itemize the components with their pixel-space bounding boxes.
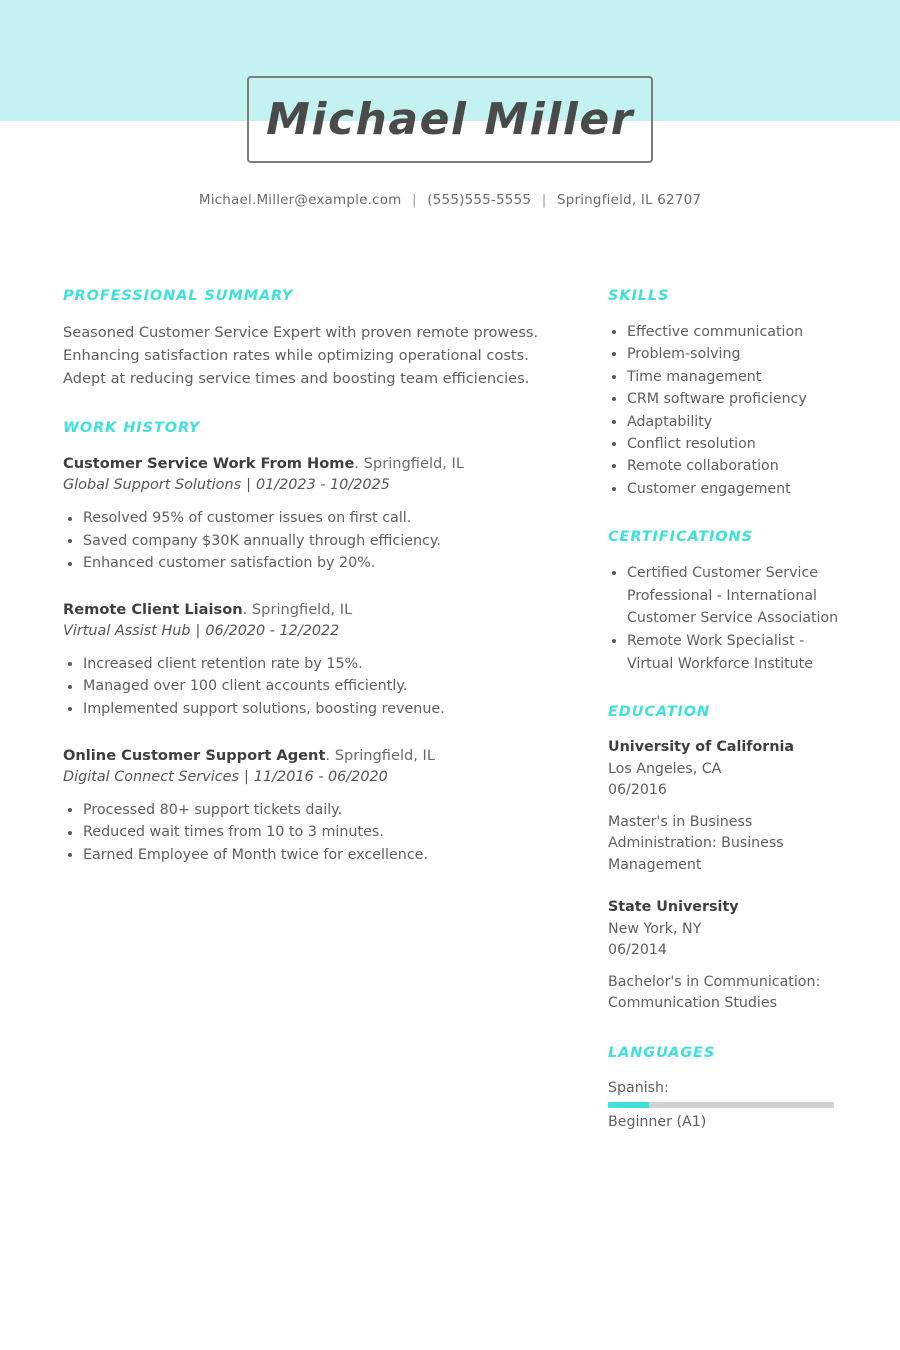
job-meta-line bbox=[63, 475, 563, 496]
name-box bbox=[247, 76, 653, 163]
job-dates: 11/2016 - 06/2020 bbox=[253, 768, 388, 785]
job-bullet-list bbox=[63, 653, 563, 721]
job-bullet: Managed over 100 client accounts efficiently. bbox=[63, 675, 563, 698]
contact-separator-2: | bbox=[541, 192, 547, 208]
skill-item: Adaptability bbox=[608, 411, 840, 433]
job-meta-separator: | bbox=[195, 622, 201, 639]
skill-item: Customer engagement bbox=[608, 478, 840, 500]
skill-item: Time management bbox=[608, 366, 840, 388]
education-city: Los Angeles, CA bbox=[608, 760, 722, 777]
section-heading-work-history: WORK HISTORY bbox=[63, 420, 201, 436]
job-title-line bbox=[63, 745, 563, 766]
certification-item: Remote Work Specialist - Virtual Workforce Institute bbox=[608, 630, 840, 675]
job-title-line bbox=[63, 599, 563, 620]
section-heading-professional-summary: PROFESSIONAL SUMMARY bbox=[63, 288, 294, 304]
education-entry bbox=[608, 897, 840, 1015]
work-history-entry bbox=[63, 599, 563, 721]
section-languages bbox=[608, 1045, 840, 1133]
job-dates: 06/2020 - 12/2022 bbox=[205, 622, 340, 639]
job-meta-line bbox=[63, 767, 563, 788]
job-title-line bbox=[63, 453, 563, 474]
job-location: . Springfield, IL bbox=[325, 746, 435, 764]
contact-location: Springfield, IL 62707 bbox=[556, 192, 702, 208]
right-column bbox=[608, 288, 840, 1133]
job-title: Remote Client Liaison bbox=[63, 600, 243, 618]
section-work-history bbox=[63, 420, 563, 866]
job-location: . Springfield, IL bbox=[354, 455, 464, 472]
section-heading-skills: SKILLS bbox=[608, 288, 670, 304]
job-bullet-list bbox=[63, 799, 563, 867]
page-title: Michael Miller bbox=[266, 94, 634, 145]
job-meta-separator: | bbox=[246, 477, 251, 493]
job-bullet: Reduced wait times from 10 to 3 minutes. bbox=[63, 821, 563, 844]
work-history-entry bbox=[63, 745, 563, 867]
education-school: University of California bbox=[608, 739, 795, 756]
language-name: Spanish: bbox=[608, 1079, 669, 1096]
job-title: Online Customer Support Agent bbox=[63, 746, 326, 764]
education-date: 06/2014 bbox=[608, 942, 667, 959]
skill-item: Problem-solving bbox=[608, 343, 840, 365]
skill-item: Conflict resolution bbox=[608, 433, 840, 455]
job-bullet: Processed 80+ support tickets daily. bbox=[63, 799, 563, 822]
section-professional-summary bbox=[63, 288, 563, 390]
job-bullet: Resolved 95% of customer issues on first call. bbox=[63, 507, 563, 530]
contact-separator-1: | bbox=[412, 192, 417, 208]
job-bullet-list bbox=[63, 507, 563, 575]
job-bullet: Saved company $30K annually through efficiency. bbox=[63, 530, 563, 553]
job-bullet: Increased client retention rate by 15%. bbox=[63, 653, 563, 676]
contact-line bbox=[0, 192, 900, 208]
language-proficiency-bar bbox=[608, 1102, 834, 1108]
education-city: New York, NY bbox=[608, 920, 702, 937]
professional-summary-text: Seasoned Customer Service Expert with proven remote prowess. Enhancing satisfaction rates while optimizing operational costs. Adept at reducing service times and boosting team efficiencies. bbox=[63, 324, 539, 387]
work-history-entry bbox=[63, 453, 563, 575]
education-degree: Master's in Business Administration: Business Management bbox=[608, 813, 784, 873]
section-heading-languages: LANGUAGES bbox=[608, 1044, 716, 1061]
language-proficiency-fill bbox=[608, 1102, 649, 1108]
section-certifications bbox=[608, 529, 840, 675]
contact-email: Michael.Miller@example.com bbox=[198, 192, 402, 208]
job-bullet: Earned Employee of Month twice for excellence. bbox=[63, 844, 563, 867]
skill-item: Remote collaboration bbox=[608, 455, 840, 477]
section-heading-certifications: CERTIFICATIONS bbox=[608, 529, 753, 546]
education-degree: Bachelor's in Communication: Communication Studies bbox=[608, 973, 821, 1012]
section-skills bbox=[608, 288, 840, 500]
education-date: 06/2016 bbox=[608, 782, 667, 799]
job-dates: 01/2023 - 10/2025 bbox=[255, 477, 390, 493]
job-company: Global Support Solutions bbox=[63, 477, 242, 493]
job-meta-separator: | bbox=[244, 768, 249, 785]
job-title: Customer Service Work From Home bbox=[63, 455, 355, 472]
certifications-list bbox=[608, 562, 840, 675]
job-bullet: Implemented support solutions, boosting revenue. bbox=[63, 698, 563, 721]
language-entry bbox=[608, 1078, 840, 1133]
section-education bbox=[608, 704, 840, 1015]
education-entry bbox=[608, 737, 840, 876]
job-company: Digital Connect Services bbox=[63, 768, 240, 785]
skills-list bbox=[608, 321, 840, 500]
left-column bbox=[63, 288, 563, 892]
contact-phone: (555)555-5555 bbox=[427, 192, 532, 208]
certification-item: Certified Customer Service Professional - International Customer Service Association bbox=[608, 562, 840, 629]
job-meta-line bbox=[63, 621, 563, 642]
job-bullet: Enhanced customer satisfaction by 20%. bbox=[63, 552, 563, 575]
skill-item: CRM software proficiency bbox=[608, 388, 840, 410]
language-level: Beginner (A1) bbox=[608, 1113, 707, 1130]
skill-item: Effective communication bbox=[608, 321, 840, 343]
section-heading-education: EDUCATION bbox=[608, 704, 711, 721]
education-school: State University bbox=[608, 899, 739, 916]
job-company: Virtual Assist Hub bbox=[63, 622, 191, 639]
job-location: . Springfield, IL bbox=[242, 600, 353, 618]
